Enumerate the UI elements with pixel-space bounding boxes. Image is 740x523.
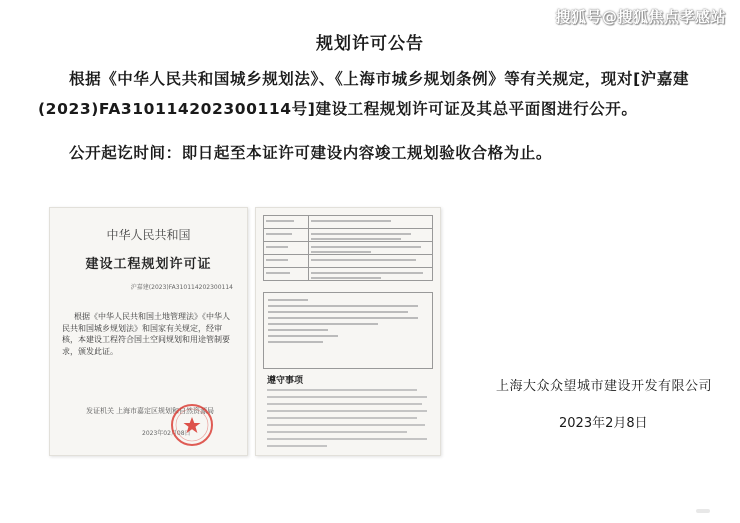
announcement-date: 2023年2月8日 [559, 416, 648, 431]
corner-mark [696, 509, 710, 513]
company-name: 上海大众众望城市建设开发有限公司 [495, 379, 712, 394]
certificate-title: 建设工程规划许可证 [85, 257, 212, 272]
watermark-text: 搜狐号@搜狐焦点孝感站 [555, 8, 726, 26]
certificate-body-text: 根据《中华人民共和国土地管理法》《中华人民共和国城乡规划法》和国家有关规定，经审核，本建设工程符合国土空间规划和用途管制要求，颁发此证。 [62, 312, 230, 356]
certificate-notes-box [263, 292, 433, 369]
certificate-issuer: 上海市嘉定区规划和自然资源局 [116, 407, 214, 415]
certificate-issuer-label: 发证机关 [86, 407, 114, 415]
notice-title: 规划许可公告 [316, 34, 424, 54]
certificate-issue-date: 2023年02月08日 [142, 430, 191, 437]
certificate-detail-page [255, 207, 441, 456]
certificate-number: 沪嘉建(2023)FA310114202300114 [130, 284, 233, 291]
certificate-country: 中华人民共和国 [106, 228, 191, 242]
certificate-cover-page [49, 207, 248, 456]
official-seal-icon [170, 403, 214, 447]
certificate-notice-title: 遵守事项 [267, 376, 304, 386]
notice-paragraph-1: 根据《中华人民共和国城乡规划法》、《上海市城乡规划条例》等有关规定，现对[沪嘉建(2023)FA310114202300114号]建设工程规划许可证及其总平面图进行公开。 [38, 70, 690, 118]
certificate-detail-table [263, 215, 433, 281]
notice-paragraph-2: 公开起讫时间：即日起至本证许可建设内容竣工规划验收合格为止。 [69, 144, 553, 162]
